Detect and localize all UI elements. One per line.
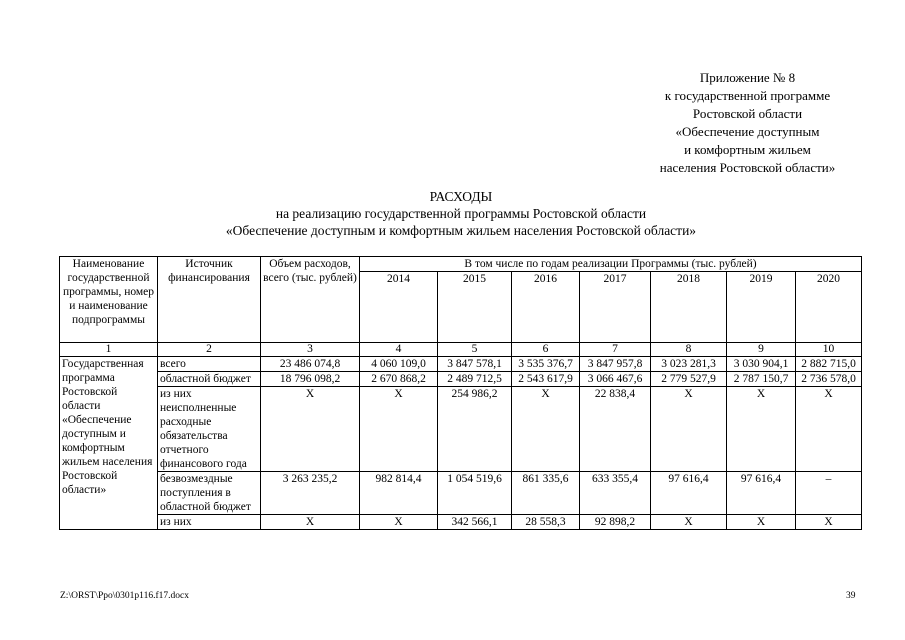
- header-year: 2016: [512, 272, 580, 343]
- year-cell: 2 779 527,9: [651, 372, 727, 387]
- footer-page-number: 39: [846, 591, 856, 601]
- column-number: 10: [796, 343, 862, 357]
- year-cell: 2 736 578,0: [796, 372, 862, 387]
- year-cell: 92 898,2: [580, 515, 651, 530]
- column-number: 2: [158, 343, 261, 357]
- header-row: [60, 257, 862, 272]
- year-cell: 3 847 578,1: [438, 357, 512, 372]
- title-line-1: на реализацию государственной программы Ростовской области: [275, 206, 647, 221]
- year-cell: 254 986,2: [438, 387, 512, 472]
- year-cell: 2 882 715,0: [796, 357, 862, 372]
- year-cell: 4 060 109,0: [360, 357, 438, 372]
- header-year: 2014: [360, 272, 438, 343]
- column-number: 3: [261, 343, 360, 357]
- source-cell: из них: [158, 515, 261, 530]
- column-number: 8: [651, 343, 727, 357]
- year-cell: 3 023 281,3: [651, 357, 727, 372]
- year-cell: 982 814,4: [360, 472, 438, 515]
- column-number: 9: [727, 343, 796, 357]
- year-cell: 3 030 904,1: [727, 357, 796, 372]
- source-cell: областной бюджет: [158, 372, 261, 387]
- table-row: [60, 515, 862, 530]
- appendix-line: Приложение № 8: [699, 70, 796, 85]
- year-cell: X: [727, 515, 796, 530]
- header-year: 2018: [651, 272, 727, 343]
- year-cell: 2 543 617,9: [512, 372, 580, 387]
- year-cell: X: [360, 387, 438, 472]
- year-cell: X: [651, 515, 727, 530]
- appendix-line: и комфортным жильем: [684, 142, 811, 157]
- table-row: [60, 372, 862, 387]
- year-cell: 3 847 957,8: [580, 357, 651, 372]
- year-cell: X: [727, 387, 796, 472]
- appendix-line: «Обеспечение доступным: [675, 124, 820, 139]
- year-cell: 22 838,4: [580, 387, 651, 472]
- table-row: [60, 387, 862, 472]
- appendix-line: населения Ростовской области»: [659, 160, 836, 175]
- program-name: Государственная программа Ростовской области «Обеспечение доступным и комфортным жильем населения Ростовской области»: [60, 357, 158, 530]
- expenses-table: [59, 256, 862, 530]
- column-number: 5: [438, 343, 512, 357]
- header-total: Объем расходов, всего (тыс. рублей): [261, 257, 360, 343]
- document-title: [0, 188, 905, 239]
- year-cell: X: [360, 515, 438, 530]
- column-number: 1: [60, 343, 158, 357]
- total-cell: X: [261, 387, 360, 472]
- header-source: Источник финансирования: [158, 257, 261, 343]
- header-year: 2017: [580, 272, 651, 343]
- year-cell: 861 335,6: [512, 472, 580, 515]
- year-cell: 97 616,4: [651, 472, 727, 515]
- title-heading: РАСХОДЫ: [429, 189, 493, 204]
- title-line-2: «Обеспечение доступным и комфортным жильем населения Ростовской области»: [225, 223, 697, 238]
- year-cell: 1 054 519,6: [438, 472, 512, 515]
- footer-file-path: Z:\ORST\Ppo\0301p116.f17.docx: [60, 591, 189, 601]
- year-cell: X: [512, 387, 580, 472]
- total-cell: 23 486 074,8: [261, 357, 360, 372]
- year-cell: 2 787 150,7: [727, 372, 796, 387]
- year-cell: 633 355,4: [580, 472, 651, 515]
- year-cell: X: [651, 387, 727, 472]
- source-cell: безвозмездные поступления в областной бюджет: [158, 472, 261, 515]
- year-cell: 342 566,1: [438, 515, 512, 530]
- total-cell: 18 796 098,2: [261, 372, 360, 387]
- header-year: 2015: [438, 272, 512, 343]
- year-cell: X: [796, 387, 862, 472]
- year-cell: X: [796, 515, 862, 530]
- year-cell: 2 670 868,2: [360, 372, 438, 387]
- table-row: [60, 472, 862, 515]
- column-number: 6: [512, 343, 580, 357]
- year-cell: 28 558,3: [512, 515, 580, 530]
- appendix-block: [620, 69, 875, 177]
- appendix-line: к государственной программе: [664, 88, 831, 103]
- source-cell: всего: [158, 357, 261, 372]
- header-year: 2019: [727, 272, 796, 343]
- year-cell: 97 616,4: [727, 472, 796, 515]
- source-cell: из них неисполненные расходные обязательства отчетного финансового года: [158, 387, 261, 472]
- total-cell: X: [261, 515, 360, 530]
- header-year: 2020: [796, 272, 862, 343]
- appendix-line: Ростовской области: [692, 106, 803, 121]
- year-cell: 3 066 467,6: [580, 372, 651, 387]
- table-row: [60, 357, 862, 372]
- column-number: 4: [360, 343, 438, 357]
- header-name: Наименование государственной программы, номер и наименование подпрограммы: [60, 257, 158, 343]
- header-by-years: В том числе по годам реализации Программы (тыс. рублей): [360, 257, 862, 272]
- year-cell: –: [796, 472, 862, 515]
- column-number: 7: [580, 343, 651, 357]
- column-number-row: [60, 343, 862, 357]
- total-cell: 3 263 235,2: [261, 472, 360, 515]
- year-cell: 2 489 712,5: [438, 372, 512, 387]
- year-cell: 3 535 376,7: [512, 357, 580, 372]
